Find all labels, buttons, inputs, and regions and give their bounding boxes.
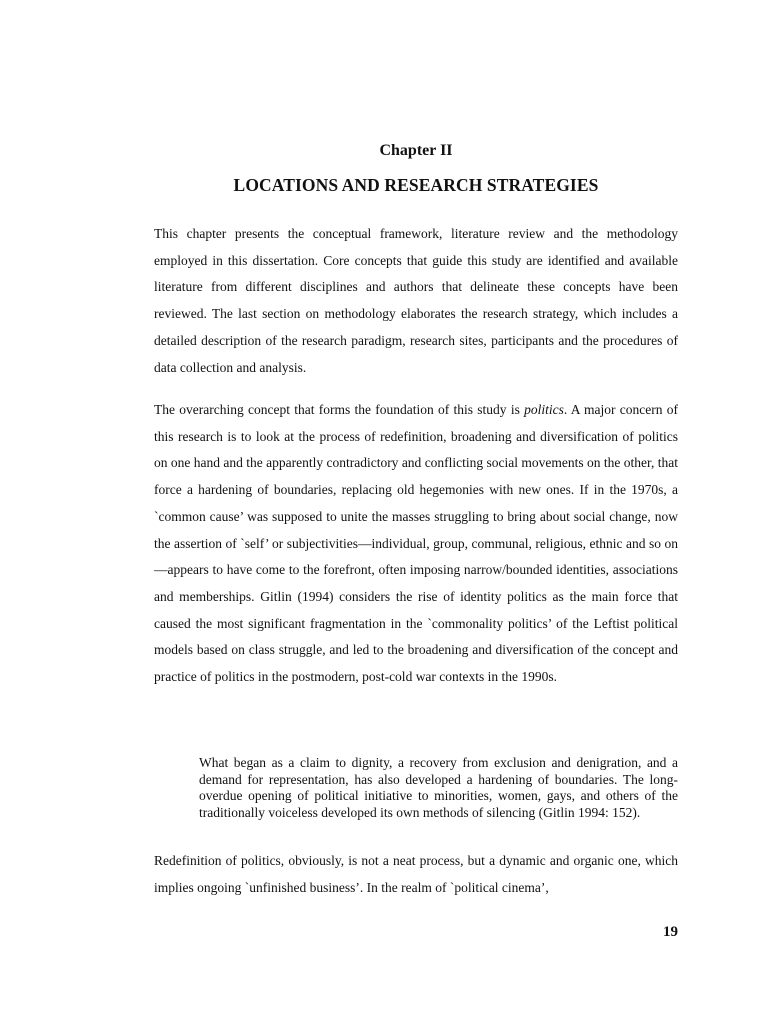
block-quote-text: What began as a claim to dignity, a recovery from exclusion and denigration, and a demand for representation, has also developed a hardening of boundaries. The long- overdue opening of political initiative to minorities, women, gays, and others of the traditionally voiceless developed its own methods of silencing (Gitlin 1994: 152).: [199, 755, 678, 821]
paragraph-redefinition-text: Redefinition of politics, obviously, is not a neat process, but a dynamic and organic one, which implies ongoing `unfinished business’. In the realm of `political cinema’,: [154, 853, 678, 895]
chapter-title: LOCATIONS AND RESEARCH STRATEGIES: [233, 175, 599, 195]
paragraph-intro: [154, 221, 678, 381]
paragraph-redefinition: [154, 848, 678, 901]
paragraph-intro-text: This chapter presents the conceptual framework, literature review and the methodology employed in this dissertation. Core concepts that guide this study are identified and available literature from different disciplines and authors that delineate these concepts have been reviewed. The last section on methodology elaborates the research strategy, which includes a detailed description of the research paradigm, research sites, participants and the procedures of data collection and analysis.: [154, 226, 678, 375]
block-quote: [199, 755, 678, 822]
page-number: 19: [663, 924, 678, 940]
paragraph-politics-lead: The overarching concept that forms the foundation of this study is: [154, 402, 525, 417]
emphasis-politics: politics: [524, 402, 564, 417]
chapter-label: Chapter II: [379, 142, 453, 159]
paragraph-politics-text: [154, 397, 678, 691]
paragraph-politics: [154, 397, 678, 691]
paragraph-politics-rest: . A major concern of this research is to look at the process of redefinition, broadening and diversification of politics on one hand and the apparently contradictory and conflicting social movements on the other, that force a hardening of boundaries, replacing old hegemonies with new ones. If in the 1970s, a `common cause’ was supposed to unite the masses struggling to bring about social change, now the assertion of `self’ or subjectivities—individual, group, communal, religious, ethnic and so on—appears to have come to the forefront, often imposing narrow/bounded identities, associations and memberships. Gitlin (1994) considers the rise of identity politics as the main force that caused the most significant fragmentation in the `commonality politics’ of the Leftist political models based on class struggle, and led to the broadening and diversification of the concept and practice of politics in the postmodern, post-cold war contexts in the 1990s.: [154, 402, 678, 685]
